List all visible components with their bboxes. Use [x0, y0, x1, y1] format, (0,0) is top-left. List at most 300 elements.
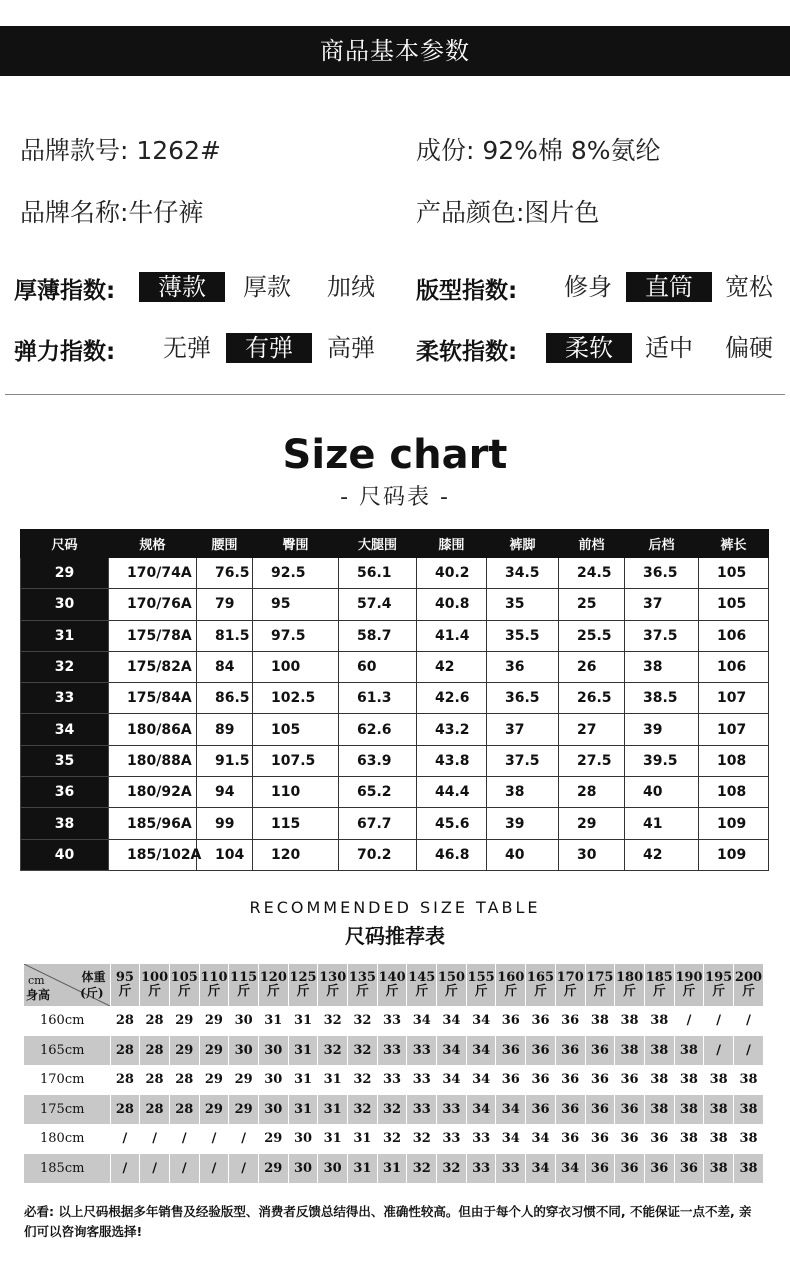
table-cell: 108 [699, 777, 769, 808]
size-recommend-cell: 32 [318, 1036, 348, 1066]
weight-header-cell [704, 964, 734, 1006]
table-cell: 58.7 [339, 620, 417, 651]
table-row [21, 777, 769, 808]
weight-unit: 斤 [504, 984, 518, 999]
table-cell: 37.5 [625, 620, 699, 651]
table-cell: 30 [559, 839, 625, 870]
weight-header-cell [258, 964, 288, 1006]
size-recommend-cell: 28 [145, 1072, 164, 1088]
size-recommend-cell: 29 [229, 1095, 259, 1125]
size-recommend-cell: 38 [733, 1095, 763, 1125]
table-cell: 42 [625, 839, 699, 870]
size-recommend-cell: 30 [258, 1095, 288, 1125]
size-chart-header-row [21, 530, 769, 558]
size-cell: 29 [21, 558, 109, 589]
size-recommend-cell: 31 [293, 1013, 313, 1029]
table-cell: 35 [487, 589, 559, 620]
table-cell: 105 [699, 558, 769, 589]
size-recommend-cell: 30 [258, 1036, 288, 1066]
size-recommend-cell: / [211, 1131, 217, 1147]
weight-header-cell [644, 964, 674, 1006]
size-recommend-cell: 38 [674, 1036, 704, 1066]
table-cell: 27.5 [559, 745, 625, 776]
table-row [21, 558, 769, 589]
weight-value: 120 [259, 970, 287, 985]
size-recommend-cell: 29 [169, 1036, 199, 1066]
table-cell: 107 [699, 714, 769, 745]
table-cell: 102.5 [253, 683, 339, 714]
recommend-title: RECOMMENDED SIZE TABLE [249, 898, 541, 917]
weight-unit: 斤 [148, 984, 162, 999]
size-recommend-cell: 36 [590, 1072, 609, 1088]
size-recommend-cell: 34 [472, 1013, 491, 1029]
weight-header-cell [348, 964, 378, 1006]
weight-header-cell [288, 964, 318, 1006]
table-cell: 25 [559, 589, 625, 620]
size-recommend-cell: 34 [555, 1154, 585, 1184]
weight-unit: 斤 [474, 984, 488, 999]
size-recommend-cell: / [140, 1154, 170, 1184]
weight-header-cell [615, 964, 645, 1006]
weight-header-cell [674, 964, 704, 1006]
weight-value: 95 [115, 970, 134, 985]
size-recommend-cell: 36 [526, 1036, 556, 1066]
table-cell: 37 [625, 589, 699, 620]
table-cell: 81.5 [197, 620, 253, 651]
corner-weight: 体重 [81, 970, 106, 984]
table-cell: 115 [253, 808, 339, 839]
weight-unit: 斤 [355, 984, 369, 999]
size-recommend-cell: 30 [293, 1131, 313, 1147]
table-cell: 40 [487, 839, 559, 870]
size-recommend-cell: 29 [258, 1154, 288, 1184]
height-cell: 180cm [40, 1131, 85, 1147]
size-recommend-cell: 38 [644, 1036, 674, 1066]
size-recommend-cell: 36 [590, 1131, 609, 1147]
size-recommend-cell: 36 [620, 1072, 639, 1088]
size-recommend-cell: 31 [323, 1072, 342, 1088]
size-recommend-cell: 33 [383, 1013, 402, 1029]
size-recommend-cell: 33 [472, 1131, 491, 1147]
table-cell: 84 [197, 651, 253, 682]
weight-header-cell [466, 964, 496, 1006]
size-recommend-cell: 31 [318, 1095, 348, 1125]
weight-header-cell [496, 964, 526, 1006]
weight-value: 150 [437, 970, 465, 985]
size-chart-header-cell: 前档 [559, 530, 625, 558]
weight-header-cell [437, 964, 467, 1006]
table-cell: 43.8 [417, 745, 487, 776]
size-chart-header-cell: 后档 [625, 530, 699, 558]
size-recommend-cell: 31 [348, 1154, 378, 1184]
size-recommend-cell: 28 [110, 1095, 140, 1125]
size-cell: 36 [21, 777, 109, 808]
size-recommend-cell: 34 [412, 1013, 431, 1029]
softness-option-medium: 适中 [645, 334, 693, 362]
size-recommend-cell: 32 [353, 1072, 372, 1088]
table-cell: 27 [559, 714, 625, 745]
size-recommend-cell: 31 [323, 1131, 342, 1147]
height-cell: 160cm [40, 1013, 85, 1029]
weight-header-cell [407, 964, 437, 1006]
size-recommend-cell: 36 [555, 1036, 585, 1066]
table-cell: 175/84A [109, 683, 197, 714]
weight-unit: 斤 [177, 984, 191, 999]
table-cell: 34.5 [487, 558, 559, 589]
size-recommend-cell: 36 [674, 1154, 704, 1184]
size-recommend-cell: 32 [348, 1036, 378, 1066]
weight-unit: 斤 [623, 984, 637, 999]
size-recommend-cell: 38 [679, 1072, 698, 1088]
size-recommend-cell: 30 [229, 1036, 259, 1066]
size-recommend-cell: 38 [739, 1072, 758, 1088]
size-recommend-cell: 38 [650, 1013, 669, 1029]
table-cell: 38 [625, 651, 699, 682]
size-recommend-cell: 33 [496, 1154, 526, 1184]
table-cell: 107.5 [253, 745, 339, 776]
size-recommend-cell: 36 [585, 1154, 615, 1184]
size-chart-header-cell: 臀围 [253, 530, 339, 558]
size-recommend-cell: / [199, 1154, 229, 1184]
size-recommend-cell: / [122, 1131, 128, 1147]
size-recommend-cell: 36 [644, 1154, 674, 1184]
table-cell: 41.4 [417, 620, 487, 651]
table-row [21, 651, 769, 682]
corner-height: 身高 [26, 988, 51, 1002]
table-row [21, 714, 769, 745]
weight-value: 180 [615, 970, 644, 985]
table-cell: 180/92A [109, 777, 197, 808]
weight-header-cell [110, 964, 140, 1006]
size-recommend-cell: 38 [704, 1095, 734, 1125]
table-cell: 100 [253, 651, 339, 682]
weight-header-cell [140, 964, 170, 1006]
thickness-label: 厚薄指数: [14, 278, 116, 304]
table-cell: 76.5 [197, 558, 253, 589]
composition: 成份: 92%棉 8%氨纶 [416, 136, 661, 165]
table-cell: 37.5 [487, 745, 559, 776]
table-cell: 42.6 [417, 683, 487, 714]
size-recommend-cell: 32 [412, 1131, 431, 1147]
size-recommend-cell: 34 [501, 1131, 520, 1147]
recommend-corner-cell [24, 964, 110, 1006]
size-chart-header-cell: 大腿围 [339, 530, 417, 558]
fit-option-loose: 宽松 [725, 273, 773, 301]
size-recommend-cell: 32 [353, 1013, 372, 1029]
table-cell: 180/88A [109, 745, 197, 776]
size-recommend-cell: 32 [407, 1154, 437, 1184]
height-cell: 185cm [24, 1154, 110, 1184]
table-cell: 105 [699, 589, 769, 620]
size-chart-header-cell: 尺码 [21, 530, 109, 558]
size-recommend-cell: 38 [709, 1072, 728, 1088]
size-recommend-cell: 38 [733, 1154, 763, 1184]
weight-value: 140 [378, 970, 406, 985]
size-recommend-cell: 28 [169, 1095, 199, 1125]
table-cell: 38 [487, 777, 559, 808]
size-recommend-cell: 29 [204, 1013, 223, 1029]
fit-option-slim: 修身 [564, 273, 612, 301]
table-row [21, 808, 769, 839]
size-recommend-cell: 33 [466, 1154, 496, 1184]
weight-header-cell [377, 964, 407, 1006]
thickness-option-thin: 薄款 [139, 272, 225, 302]
table-row [21, 839, 769, 870]
table-cell: 60 [339, 651, 417, 682]
size-recommend-cell: 38 [644, 1095, 674, 1125]
table-cell: 67.7 [339, 808, 417, 839]
table-cell: 105 [253, 714, 339, 745]
table-cell: 63.9 [339, 745, 417, 776]
weight-unit: 斤 [207, 984, 221, 999]
size-recommend-cell: 32 [383, 1131, 402, 1147]
size-recommend-cell: 29 [199, 1036, 229, 1066]
table-cell: 40.8 [417, 589, 487, 620]
weight-header-cell [169, 964, 199, 1006]
size-recommend-cell: 34 [437, 1036, 467, 1066]
table-row [24, 1006, 764, 1036]
table-cell: 56.1 [339, 558, 417, 589]
table-cell: 107 [699, 683, 769, 714]
size-recommend-cell: 29 [204, 1072, 223, 1088]
weight-value: 110 [200, 970, 228, 985]
size-recommend-cell: 33 [407, 1095, 437, 1125]
size-recommend-cell: 34 [466, 1036, 496, 1066]
table-row [21, 589, 769, 620]
size-chart-header-cell: 裤长 [699, 530, 769, 558]
weight-header-cell [229, 964, 259, 1006]
divider [5, 394, 785, 395]
size-recommend-cell: 31 [288, 1095, 318, 1125]
table-cell: 65.2 [339, 777, 417, 808]
size-recommend-cell: 28 [115, 1072, 134, 1088]
weight-unit: 斤 [118, 984, 132, 999]
size-cell: 33 [21, 683, 109, 714]
table-cell: 86.5 [197, 683, 253, 714]
table-cell: 26.5 [559, 683, 625, 714]
size-recommend-cell: 32 [348, 1095, 378, 1125]
height-cell: 165cm [24, 1036, 110, 1066]
size-recommend-cell: / [733, 1036, 763, 1066]
note-text: 必看: 以上尺码根据多年销售及经验版型、消费者反馈总结得出、准确性较高。但由于每个人的穿衣习惯不同, 不能保证一点不差, 亲们可以咨询客服选择! [24, 1204, 752, 1239]
size-recommend-cell: 29 [264, 1131, 283, 1147]
weight-unit: 斤 [533, 984, 547, 999]
table-cell: 170/74A [109, 558, 197, 589]
weight-value: 170 [556, 970, 584, 985]
weight-unit: 斤 [296, 984, 310, 999]
table-cell: 41 [625, 808, 699, 839]
size-recommend-cell: / [686, 1013, 692, 1029]
table-cell: 120 [253, 839, 339, 870]
table-cell: 109 [699, 839, 769, 870]
size-chart-subtitle: - 尺码表 - [340, 485, 450, 510]
size-recommend-cell: 38 [615, 1036, 645, 1066]
height-cell: 170cm [40, 1072, 85, 1088]
size-recommend-cell: 31 [264, 1013, 283, 1029]
weight-unit: 斤 [385, 984, 399, 999]
size-recommend-cell: 36 [615, 1154, 645, 1184]
weight-value: 130 [319, 970, 347, 985]
size-recommend-cell: 38 [674, 1095, 704, 1125]
size-recommend-cell: / [169, 1154, 199, 1184]
table-row [24, 1065, 764, 1095]
corner-unit: cm [28, 974, 45, 987]
table-cell: 26 [559, 651, 625, 682]
size-recommend-cell: 38 [679, 1131, 698, 1147]
size-recommend-cell: 29 [234, 1072, 253, 1088]
size-recommend-cell: 36 [615, 1095, 645, 1125]
size-cell: 34 [21, 714, 109, 745]
table-cell: 106 [699, 651, 769, 682]
weight-value: 200 [734, 970, 763, 985]
size-recommend-cell: 31 [353, 1131, 372, 1147]
softness-label: 柔软指数: [416, 339, 518, 365]
table-cell: 89 [197, 714, 253, 745]
weight-unit: 斤 [326, 984, 340, 999]
size-chart-header-cell: 腰围 [197, 530, 253, 558]
table-cell: 36 [487, 651, 559, 682]
table-cell: 24.5 [559, 558, 625, 589]
weight-unit: 斤 [266, 984, 280, 999]
size-recommend-cell: 33 [383, 1072, 402, 1088]
weight-value: 100 [140, 970, 169, 985]
size-recommend-cell: 32 [437, 1154, 467, 1184]
weight-header-cell [318, 964, 348, 1006]
weight-unit: 斤 [593, 984, 607, 999]
softness-option-soft: 柔软 [546, 333, 632, 363]
table-cell: 94 [197, 777, 253, 808]
size-cell: 31 [21, 620, 109, 651]
table-cell: 170/76A [109, 589, 197, 620]
size-recommend-cell: 36 [555, 1095, 585, 1125]
table-cell: 79 [197, 589, 253, 620]
weight-unit: 斤 [237, 984, 251, 999]
size-recommend-cell: 32 [323, 1013, 342, 1029]
table-cell: 28 [559, 777, 625, 808]
size-recommend-cell: 33 [412, 1072, 431, 1088]
size-cell: 32 [21, 651, 109, 682]
weight-value: 105 [170, 970, 198, 985]
table-cell: 43.2 [417, 714, 487, 745]
size-recommend-cell: / [716, 1013, 721, 1029]
brand-model: 品牌款号: 1262# [20, 136, 221, 165]
size-recommend-cell: 34 [526, 1154, 556, 1184]
size-recommend-cell: / [704, 1036, 734, 1066]
weight-unit: 斤 [741, 984, 755, 999]
recommend-table [24, 964, 764, 1183]
section-banner: 商品基本参数 [0, 26, 790, 76]
size-recommend-cell: 29 [199, 1095, 229, 1125]
corner-jin: (斤) [80, 986, 104, 1000]
table-cell: 45.6 [417, 808, 487, 839]
size-recommend-cell: 32 [377, 1095, 407, 1125]
size-recommend-cell: 28 [110, 1036, 140, 1066]
size-recommend-cell: 36 [561, 1072, 580, 1088]
size-recommend-cell: 30 [318, 1154, 348, 1184]
table-cell: 42 [417, 651, 487, 682]
table-cell: 185/102A [109, 839, 197, 870]
size-recommend-cell: 36 [561, 1131, 580, 1147]
table-cell: 39.5 [625, 745, 699, 776]
size-recommend-cell: 36 [501, 1013, 520, 1029]
size-cell: 38 [21, 808, 109, 839]
size-recommend-cell: 31 [293, 1072, 313, 1088]
size-recommend-cell: 36 [650, 1131, 669, 1147]
size-recommend-cell: 30 [234, 1013, 253, 1029]
table-cell: 99 [197, 808, 253, 839]
size-recommend-cell: 34 [472, 1072, 491, 1088]
table-cell: 39 [625, 714, 699, 745]
table-row [24, 1154, 764, 1184]
weight-value: 190 [675, 970, 703, 985]
table-row [24, 1036, 764, 1066]
stretch-label: 弹力指数: [14, 339, 116, 365]
size-recommend-cell: 36 [526, 1095, 556, 1125]
table-cell: 46.8 [417, 839, 487, 870]
table-cell: 39 [487, 808, 559, 839]
table-cell: 104 [197, 839, 253, 870]
thickness-option-thick: 厚款 [243, 273, 291, 301]
weight-unit: 斤 [712, 984, 726, 999]
weight-unit: 斤 [682, 984, 696, 999]
size-recommend-cell: / [152, 1131, 157, 1147]
size-recommend-cell: 34 [531, 1131, 550, 1147]
size-recommend-cell: 36 [620, 1131, 639, 1147]
weight-header-cell [526, 964, 556, 1006]
table-cell: 35.5 [487, 620, 559, 651]
table-cell: 38.5 [625, 683, 699, 714]
weight-value: 125 [289, 970, 317, 985]
table-cell: 70.2 [339, 839, 417, 870]
size-recommend-cell: 31 [288, 1036, 318, 1066]
size-cell: 35 [21, 745, 109, 776]
table-cell: 40 [625, 777, 699, 808]
size-recommend-cell: 34 [442, 1072, 461, 1088]
size-recommend-cell: 36 [501, 1072, 520, 1088]
table-cell: 106 [699, 620, 769, 651]
size-recommend-cell: 28 [140, 1036, 170, 1066]
fit-option-straight: 直筒 [626, 272, 712, 302]
size-recommend-cell: 31 [377, 1154, 407, 1184]
fit-label: 版型指数: [416, 278, 518, 304]
size-recommend-cell: 36 [531, 1013, 550, 1029]
size-recommend-cell: / [110, 1154, 140, 1184]
size-cell: 40 [21, 839, 109, 870]
table-cell: 92.5 [253, 558, 339, 589]
recommend-header-row [24, 964, 764, 1006]
table-row [24, 1124, 764, 1154]
weight-value: 155 [467, 970, 495, 985]
table-cell: 175/82A [109, 651, 197, 682]
size-recommend-cell: 29 [175, 1013, 194, 1029]
height-cell: 175cm [24, 1095, 110, 1125]
table-cell: 91.5 [197, 745, 253, 776]
table-row [21, 745, 769, 776]
size-recommend-cell: 38 [650, 1072, 669, 1088]
size-recommend-cell: 36 [561, 1013, 580, 1029]
size-recommend-cell: 33 [437, 1095, 467, 1125]
table-cell: 185/96A [109, 808, 197, 839]
size-recommend-cell: 33 [442, 1131, 461, 1147]
table-cell: 44.4 [417, 777, 487, 808]
size-recommend-cell: 38 [739, 1131, 758, 1147]
product-color: 产品颜色:图片色 [416, 198, 600, 227]
size-recommend-cell: 33 [407, 1036, 437, 1066]
thickness-option-fleece: 加绒 [327, 273, 375, 301]
size-recommend-cell: 38 [709, 1131, 728, 1147]
size-recommend-cell: 28 [115, 1013, 134, 1029]
softness-option-hard: 偏硬 [725, 334, 773, 362]
